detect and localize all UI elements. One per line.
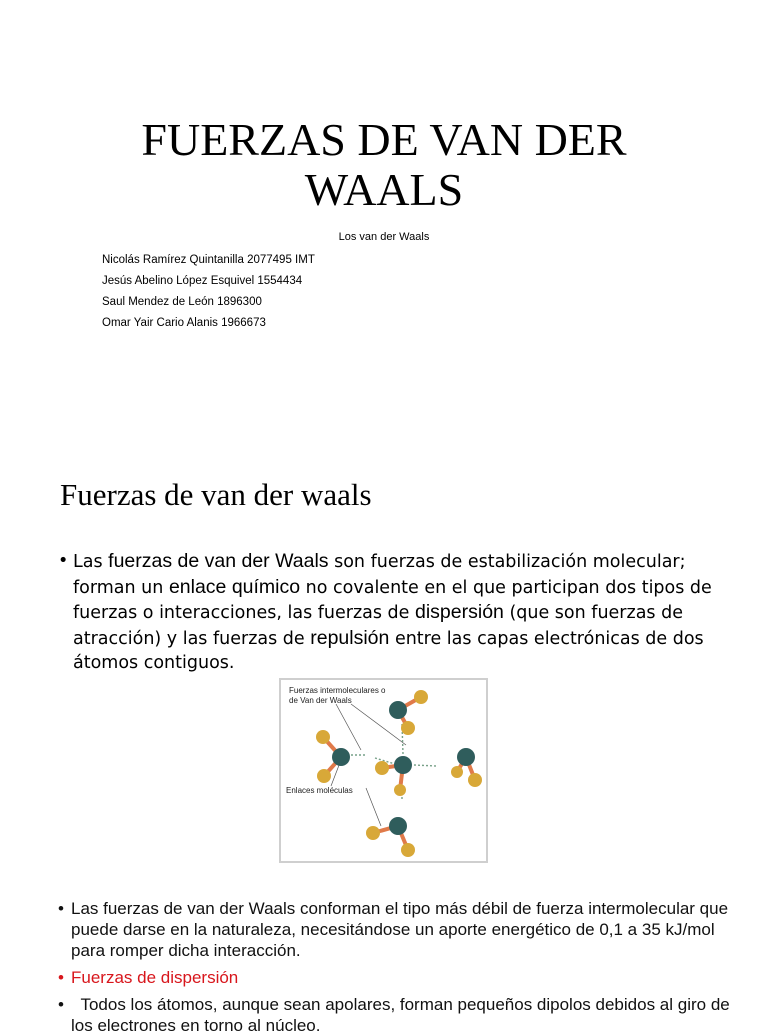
title-slide: [0, 0, 768, 440]
list-item: [58, 994, 748, 1036]
text-run: son fuerzas de estabilización molecular; forman un: [73, 552, 686, 598]
list-item-text: Todos los átomos, aunque sean apolares, forman pequeños dipolos debidos al giro de los electrones en torno al núcleo.: [71, 995, 735, 1035]
figure-label-top-2: de Van der Waals: [289, 696, 352, 705]
content-title: Fuerzas de van der waals: [60, 477, 372, 512]
definition-paragraph: [58, 549, 738, 676]
author-item: Nicolás Ramírez Quintanilla 2077495 IMT: [102, 254, 315, 266]
intermolecular-dots: [347, 724, 436, 800]
list-item: [58, 898, 748, 961]
emphasis-dispersion: dispersión: [415, 601, 504, 623]
author-item: Jesús Abelino López Esquivel 1554434: [102, 275, 303, 287]
text-run: Las: [73, 552, 109, 572]
title-line-2: WAALS: [304, 164, 464, 215]
emphasis-repulsion: repulsión: [310, 626, 390, 649]
bullet-symbol: •: [58, 995, 64, 1014]
authors-list: [102, 250, 315, 334]
author-item: Saul Mendez de León 1896300: [102, 296, 262, 308]
atoms: [316, 690, 482, 857]
figure-label-top-1: Fuerzas intermoleculares o: [289, 686, 386, 695]
slide-title: [60, 115, 708, 215]
slide-subtitle: Los van der Waals: [338, 231, 430, 243]
bullet-symbol: •: [58, 551, 69, 571]
text-run: (que son fuerzas de atracción) y las fuerzas de: [73, 603, 683, 649]
details-list: [58, 898, 748, 1036]
text-run: entre las capas electrónicas de dos átomos contiguos.: [73, 628, 704, 673]
title-line-1: FUERZAS DE VAN DER: [141, 114, 627, 165]
figure-label-bottom: Enlaces moléculas: [286, 786, 353, 795]
author-item: Omar Yair Cario Alanis 1966673: [102, 317, 266, 329]
list-item-text: Las fuerzas de van der Waals conforman el tipo más débil de fuerza intermolecular que puede darse en la naturaleza, necesitándose un aporte energético de 0,1 a 35 kJ/mol para romper dicha interacción.: [71, 899, 729, 960]
list-item-text: Fuerzas de dispersión: [71, 968, 239, 987]
list-item-highlight: [58, 967, 748, 988]
molecule-figure: [279, 678, 488, 863]
bullet-symbol: •: [58, 899, 64, 918]
molecule-diagram: [281, 680, 486, 861]
text-run: no covalente en el que participan dos tipos de fuerzas o interacciones, las fuerzas de: [73, 577, 712, 623]
bullet-symbol: •: [58, 968, 64, 987]
definition-text: [73, 549, 738, 676]
emphasis-vdw: fuerzas de van der Waals: [108, 550, 329, 572]
emphasis-enlace: enlace químico: [168, 575, 301, 598]
